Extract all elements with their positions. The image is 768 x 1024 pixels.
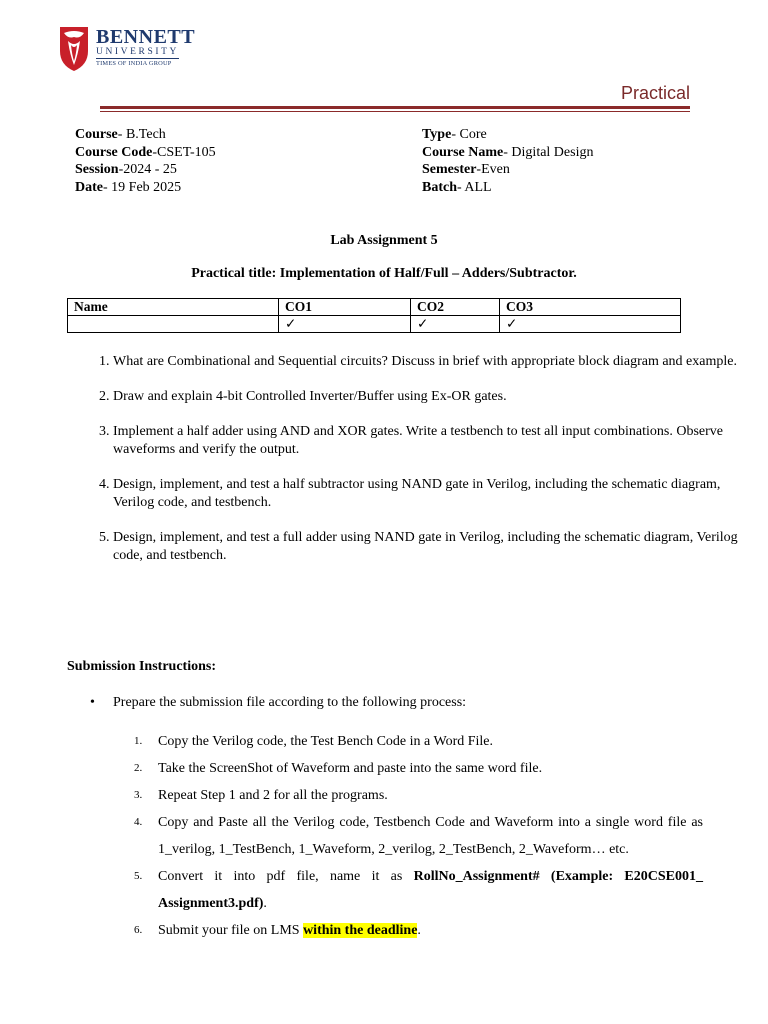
submission-heading: Submission Instructions:: [67, 659, 216, 674]
logo-title: BENNETT: [96, 26, 196, 48]
name-cell: [68, 316, 279, 333]
practical-title: Practical title: Implementation of Half/Full – Adders/Subtractor.: [191, 266, 577, 281]
header-practical-label: Practical: [620, 83, 690, 103]
submission-bullet-text: Prepare the submission file according to the following process:: [113, 695, 467, 710]
university-shield-icon: [58, 25, 90, 73]
step-item: 1. Copy the Verilog code, the Test Bench Code in a Word File.: [134, 734, 494, 749]
deadline-highlight: within the deadline: [303, 923, 418, 938]
co-table: [67, 298, 681, 333]
logo-group-text: TIMES OF INDIA GROUP: [96, 60, 172, 67]
step-item: 3. Repeat Step 1 and 2 for all the programs.: [134, 788, 388, 803]
co-table-row: [68, 316, 681, 333]
course-meta-right: [422, 126, 593, 196]
question-item: 2. Draw and explain 4-bit Controlled Inverter/Buffer using Ex-OR gates.: [113, 388, 743, 406]
co2-check: ✓: [411, 316, 500, 333]
course-code-line: Course Code-CSET-105: [75, 144, 216, 160]
bullet-icon: •: [90, 695, 95, 710]
header-co3: CO3: [500, 299, 681, 316]
submission-steps: [134, 728, 703, 944]
question-item: 3. Implement a half adder using AND and XOR gates. Write a testbench to test all input combinations. Observe waveforms and verify the output.: [113, 423, 743, 459]
type-line: Type- Core: [422, 127, 487, 142]
header-rule: [100, 106, 690, 109]
question-item: 4. Design, implement, and test a half subtractor using NAND gate in Verilog, including the schematic diagram, Verilog code, and testbench.: [113, 476, 743, 512]
step-item: 5. Convert it into pdf file, name it as RollNo_Assignment# (Example: E20CSE001_ Assignment3.pdf).: [134, 869, 703, 911]
step-item: 6. Submit your file on LMS within the deadline.: [134, 923, 421, 938]
step-item: 2. Take the ScreenShot of Waveform and paste into the same word file.: [134, 761, 543, 776]
co3-check: ✓: [500, 316, 681, 333]
course-line: Course- B.Tech: [75, 127, 166, 142]
header-co2: CO2: [411, 299, 500, 316]
course-name-line: Course Name- Digital Design: [422, 144, 594, 160]
batch-line: Batch- ALL: [422, 179, 492, 195]
date-line: Date- 19 Feb 2025: [75, 179, 182, 195]
step-item: 4. Copy and Paste all the Verilog code, Testbench Code and Waveform into a single word file as 1_verilog, 1_TestBench, 1_Waveform, 2_verilog, 2_TestBench, 2_Waveform… etc.: [134, 815, 703, 857]
university-logo: [58, 25, 196, 75]
session-line: Session-2024 - 25: [75, 162, 177, 177]
assignment-title: Lab Assignment 5: [330, 233, 438, 248]
logo-divider: [96, 58, 179, 59]
questions-list: [90, 353, 743, 582]
header-name: Name: [68, 299, 279, 316]
co1-check: ✓: [279, 316, 411, 333]
logo-subtitle: UNIVERSITY: [96, 47, 179, 57]
course-meta-left: [75, 126, 216, 196]
semester-line: Semester-Even: [422, 162, 510, 177]
co-table-header: [68, 299, 681, 316]
question-item: 1. What are Combinational and Sequential circuits? Discuss in brief with appropriate block diagram and example.: [113, 353, 743, 371]
header-rule-thin: [100, 111, 690, 112]
header-co1: CO1: [279, 299, 411, 316]
question-item: 5. Design, implement, and test a full adder using NAND gate in Verilog, including the schematic diagram, Verilog code, and testbench.: [113, 529, 743, 565]
